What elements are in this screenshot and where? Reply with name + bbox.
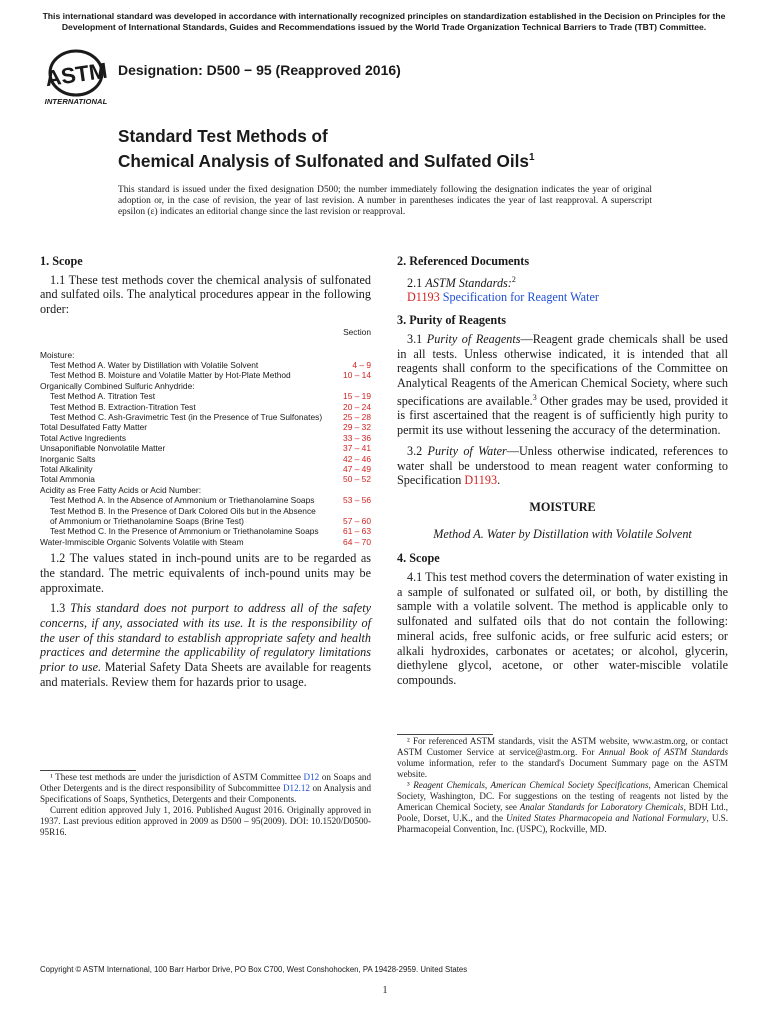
fn2-italic: Annual Book of ASTM Standards: [598, 747, 728, 757]
footnote-3: [397, 780, 728, 835]
toc-section-range[interactable]: 47 – 49: [343, 463, 371, 474]
page-number: 1: [382, 985, 388, 996]
toc-row: [40, 526, 371, 536]
toc-row: [40, 537, 371, 547]
right-column: [397, 254, 728, 688]
section-heading-scope-4: 4. Scope: [397, 551, 440, 566]
footnotes-right: [397, 736, 728, 835]
toc-section-range[interactable]: 53 – 56: [343, 495, 371, 506]
toc-label: Test Method B. Moisture and Volatile Matter by Hot-Plate Method: [50, 370, 291, 381]
scope-paragraph-3: [40, 601, 371, 689]
purity-p1-b: Other grades may be used, provided it is first ascertained that the reagent is of sufficiently high purity to permit its use without lessening the accuracy of the determination.: [397, 393, 728, 438]
footnote-rule-left: [40, 770, 136, 771]
toc-label: Moisture:: [40, 349, 75, 360]
toc-section-range[interactable]: 37 – 41: [343, 443, 371, 454]
title-line-2-text: Chemical Analysis of Sulfonated and Sulfated Oils: [118, 151, 529, 171]
fn2-a: ² For referenced ASTM standards, visit the ASTM website, www.astm.org, or contact ASTM Customer Service at service@astm.org. For: [397, 736, 728, 757]
footnote-1-edition: Current edition approved July 1, 2016. Published August 2016. Originally approved in 1937. Last previous edition approved in 2009 as D500 – 95(2009). DOI: 10.1520/D0500-95R16.: [40, 805, 371, 837]
refdocs-footnote-ref[interactable]: 2: [511, 274, 516, 284]
toc-label: Test Method A. Water by Distillation with Volatile Solvent: [50, 359, 259, 370]
section-heading-purity: 3. Purity of Reagents: [397, 313, 506, 328]
toc-section-range[interactable]: 29 – 32: [343, 422, 371, 433]
toc-row: [40, 454, 371, 464]
refdocs-paragraph: [397, 273, 728, 291]
toc-section-range[interactable]: 33 – 36: [343, 432, 371, 443]
toc-row: [40, 370, 371, 380]
toc-row: [40, 443, 371, 453]
toc-list: [40, 350, 371, 548]
scope-paragraph-1: 1.1 These test methods cover the chemical analysis of sulfonated and sulfated oils. The analytical procedures appear in the following order:: [40, 272, 371, 317]
toc-row: [40, 381, 371, 391]
toc-section-range[interactable]: 61 – 63: [343, 526, 371, 537]
toc-label: Total Ammonia: [40, 474, 95, 485]
scope-paragraph-2: 1.2 The values stated in inch-pound units are to be regarded as the standard. The metric equivalents of inch-pound units may be approximate.: [40, 551, 371, 595]
fn2-b: volume information, refer to the standard's Document Summary page on the ASTM website.: [397, 758, 728, 779]
title-footnote-ref[interactable]: 1: [529, 152, 535, 163]
toc-row: [40, 433, 371, 443]
refdocs-italic: ASTM Standards:: [425, 275, 512, 290]
fn3-i3: United States Pharmacopeia and National Formulary: [506, 813, 707, 823]
toc-row: [40, 412, 371, 422]
toc-row: [40, 360, 371, 370]
fn3-b: , American Chemical Society, Washington, DC. For suggestions on the testing of reagents not listed by the American Chemical Society, see: [397, 780, 728, 812]
toc-section-range[interactable]: 10 – 14: [343, 370, 371, 381]
fn3-a: ³: [407, 780, 414, 790]
astm-logo: [40, 49, 112, 109]
toc-row: [40, 495, 371, 505]
toc-row: [40, 474, 371, 484]
toc-section-range[interactable]: 20 – 24: [343, 401, 371, 412]
astm-logo-mark: [40, 49, 112, 97]
purity-p2-italic: Purity of Water: [427, 443, 507, 458]
toc-label: Unsaponifiable Nonvolatile Matter: [40, 443, 166, 454]
fn1-a: ¹ These test methods are under the jurisdiction of ASTM Committee: [50, 772, 304, 782]
purity-p1-prefix: 3.1: [407, 331, 427, 346]
method-a-heading: Method A. Water by Distillation with Volatile Solvent: [433, 526, 692, 541]
toc-section-label: Section: [343, 326, 371, 337]
toc-label: Water-Immiscible Organic Solvents Volatile with Steam: [40, 536, 244, 547]
toc-section-range[interactable]: 50 – 52: [343, 474, 371, 485]
left-column: [40, 254, 371, 690]
toc-section-range[interactable]: 4 – 9: [352, 359, 371, 370]
p3-safety-italic: This standard does not purport to address all of the safety concerns, if any, associated with its use. It is the responsibility of the user of this standard to establish appropriate safety and health practices and determine the applicability of regulatory limitations prior to use.: [40, 601, 371, 675]
toc-section-range[interactable]: 42 – 46: [343, 453, 371, 464]
link-d12-12[interactable]: D12.12: [282, 783, 310, 793]
toc-label: Total Alkalinity: [40, 463, 93, 474]
toc-label: Acidity as Free Fatty Acids or Acid Number:: [40, 484, 202, 495]
toc-label: Test Method B. Extraction-Titration Test: [50, 401, 196, 412]
toc-row: [40, 350, 371, 360]
purity-p2-a: —Unless otherwise indicated, references to water shall be understood to mean reagent water conforming to Specification: [397, 443, 729, 488]
toc-label: Test Method A. Titration Test: [50, 391, 156, 402]
toc-section-range[interactable]: 25 – 28: [343, 411, 371, 422]
fn3-i1: Reagent Chemicals, American Chemical Society Specifications: [413, 780, 649, 790]
p3-rest: Material Safety Data Sheets are available for reagents and materials. Review them for hazards prior to usage.: [40, 660, 371, 689]
toc-section-range[interactable]: 57 – 60: [343, 516, 371, 527]
issuance-note: This standard is issued under the fixed designation D500; the number immediately following the designation indicates the year of original adoption or, in the case of revision, the year of last revision. A number in parentheses indicates the year of last reapproval. A superscript epsilon (ε) indicates an editorial change since the last revision or reapproval.: [118, 185, 652, 218]
title-line-1: Standard Test Methods of: [118, 126, 328, 146]
toc-label: Test Method B. In the Presence of Dark Colored Oils but in the Absence of Ammonium or Triethanolamine Soaps (Brine Test): [50, 505, 316, 527]
document-title: [118, 126, 535, 172]
fn3-d: , U.S. Pharmacopeial Convention, Inc. (USPC), Rockville, MD.: [397, 813, 728, 834]
fn3-i2: Analar Standards for Laboratory Chemicals: [519, 802, 684, 812]
fn3-c: , BDH Ltd., Poole, Dorset, U.K., and the: [397, 802, 728, 823]
fn1-b: on Soaps and Other Detergents and is the direct responsibility of Subcommittee: [40, 772, 371, 793]
astm-logo-word: INTERNATIONAL: [44, 97, 108, 106]
refdocs-prefix: 2.1: [407, 275, 426, 290]
toc-row: [40, 464, 371, 474]
footnote-1: [40, 772, 371, 838]
footnote-1-text: [40, 772, 371, 805]
toc-label: Total Desulfated Fatty Matter: [40, 422, 148, 433]
toc-section-range[interactable]: 64 – 70: [343, 536, 371, 547]
toc-label: Test Method C. In the Presence of Ammonium or Triethanolamine Soaps: [50, 526, 319, 537]
title-line-2: [118, 147, 535, 172]
toc-label: Total Active Ingredients: [40, 432, 127, 443]
purity-paragraph-2: [397, 444, 728, 488]
link-d12[interactable]: D12: [303, 772, 320, 782]
astm-logo-letters: ASTM: [43, 57, 109, 92]
top-notice: This international standard was developed in accordance with internationally recognized principles on standardization established in the Decision on Principles for the Development of International Standards, Guides and Recommendations issued by the World Trade Organization Technical Barriers to Trade (TBT) Committee.: [42, 11, 726, 32]
section-heading-scope: 1. Scope: [40, 254, 83, 268]
purity-p2-b: .: [497, 473, 501, 488]
footnote-2: [397, 736, 728, 780]
toc-row: [40, 506, 371, 527]
toc-label: Organically Combined Sulfuric Anhydride:: [40, 380, 195, 391]
toc-label: Inorganic Salts: [40, 453, 96, 464]
link-d1193[interactable]: D1193: [407, 290, 440, 305]
fn1-c: on Analysis and Specifications of Soaps, Synthetics, Detergents and their Components.: [40, 783, 371, 804]
scope4-paragraph: 4.1 This test method covers the determination of water existing in a sample of sulfonated or sulfated oil, or both, by distilling the sample with a volatile solvent. The method is applicable only to sulfonated and sulfated oils that do not contain the following: mineral acids, free sulfonic acids, or free sulfuric acid esters; or alkali hydroxides, carbonates or acetates; or alcohol, glycerin, diethylene glycol, acetone, or other water-miscible volatile compounds.: [397, 570, 728, 687]
refdocs-item: [397, 290, 728, 305]
purity-p1-italic: Purity of Reagents: [426, 331, 521, 346]
toc-row: [40, 422, 371, 432]
toc-row: [40, 402, 371, 412]
link-d1193-inline[interactable]: D1193: [464, 473, 498, 488]
moisture-heading: MOISTURE: [529, 499, 596, 514]
purity-p2-prefix: 3.2: [407, 443, 428, 458]
p3-prefix: 1.3: [50, 601, 71, 616]
toc-section-range[interactable]: 15 – 19: [343, 391, 371, 402]
toc-label: Test Method C. Ash-Gravimetric Test (in the Presence of True Sulfonates): [50, 411, 323, 422]
toc-label: Test Method A. In the Absence of Ammonium or Triethanolamine Soaps: [50, 495, 315, 506]
copyright-line: Copyright © ASTM International, 100 Barr Harbor Drive, PO Box C700, West Conshohocken, PA 19428-2959. United States: [40, 965, 468, 974]
purity-p1-a: —Reagent grade chemicals shall be used in all tests. Unless otherwise indicated, it is intended that all reagents shall conform to the specifications of the Committee on Analytical Reagents of the American Chemical Society, where such specifications are available.: [397, 331, 728, 408]
footnote-rule-right: [397, 734, 493, 735]
toc-row: [40, 485, 371, 495]
purity-footnote-ref[interactable]: 3: [532, 392, 537, 402]
toc-row: [40, 391, 371, 401]
section-heading-referenced-documents: 2. Referenced Documents: [397, 254, 530, 268]
designation: Designation: D500 − 95 (Reapproved 2016): [118, 62, 401, 78]
link-reagent-water-spec[interactable]: Specification for Reagent Water: [442, 290, 599, 305]
purity-paragraph-1: [397, 332, 728, 438]
